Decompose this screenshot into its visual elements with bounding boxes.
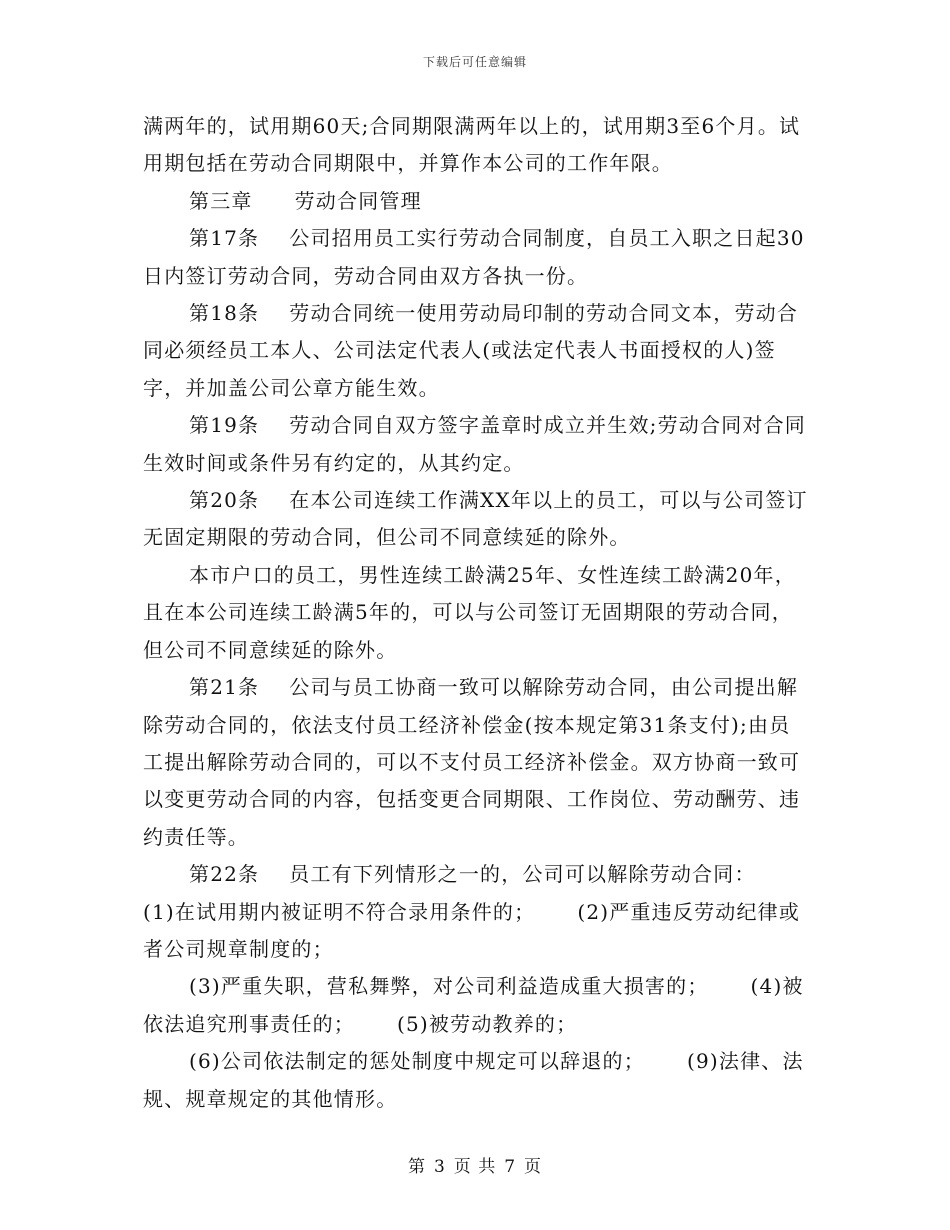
document-body bbox=[143, 108, 811, 1118]
article-18 bbox=[143, 295, 811, 407]
article-text: 公司与员工协商一致可以解除劳动合同，由公司提出解除劳动合同的，依法支付员工经济补偿金(按本规定第31条支付);由员工提出解除劳动合同的，可以不支付员工经济补偿金。双方协商一致可以变更劳动合同的内容，包括变更合同期限、工作岗位、劳动酬劳、违约责任等。 bbox=[143, 675, 801, 849]
list-item: (2)严重违反劳动纪律或者公司规章制度的； bbox=[143, 899, 801, 961]
chapter-title: 劳动合同管理 bbox=[294, 188, 422, 213]
article-text: 劳动合同统一使用劳动局印制的劳动合同文本，劳动合同必须经员工本人、公司法定代表人(或法定代表人书面授权的人)签字，并加盖公司公章方能生效。 bbox=[143, 301, 799, 400]
chapter-label: 第三章 bbox=[189, 188, 253, 213]
article-label: 第22条 bbox=[189, 862, 260, 887]
article-label: 第18条 bbox=[189, 301, 260, 326]
page-header: 下载后可任意编辑 bbox=[422, 55, 527, 69]
total-pages: 7 bbox=[504, 1157, 517, 1177]
article-label: 第20条 bbox=[189, 488, 260, 513]
page-prefix: 第 bbox=[407, 1157, 426, 1177]
list-item: (9)法律、法规、规章规定的其他情形。 bbox=[143, 1049, 804, 1111]
page-mid: 页 共 bbox=[453, 1157, 497, 1177]
list-item: (5)被劳动教养的； bbox=[397, 1011, 578, 1036]
article-label: 第17条 bbox=[189, 226, 260, 251]
list-items-6-9 bbox=[143, 1043, 811, 1118]
paragraph-local-residents: 本市户口的员工，男性连续工龄满25年、女性连续工龄满20年，且在本公司连续工龄满5年的，可以与公司签订无固期限的劳动合同，但公司不同意续延的除外。 bbox=[143, 562, 796, 662]
page-suffix: 页 bbox=[524, 1157, 543, 1177]
list-items-1-2 bbox=[143, 894, 811, 969]
paragraph-probation: 满两年的，试用期60天;合同期限满两年以上的，试用期3至6个月。试用期包括在劳动合同期限中，并算作本公司的工作年限。 bbox=[143, 114, 801, 176]
list-item: (4)被依法追究刑事责任的； bbox=[143, 974, 804, 1036]
list-item: (6)公司依法制定的惩处制度中规定可以辞退的； bbox=[189, 1049, 645, 1074]
article-19 bbox=[143, 407, 811, 482]
list-item: (3)严重失职，营私舞弊，对公司利益造成重大损害的； bbox=[189, 974, 709, 999]
list-item: (1)在试用期内被证明不符合录用条件的； bbox=[143, 899, 536, 924]
page-footer bbox=[0, 1152, 950, 1177]
article-22 bbox=[143, 856, 811, 893]
article-text: 在本公司连续工作满XX年以上的员工，可以与公司签订无固定期限的劳动合同，但公司不同意续延的除外。 bbox=[143, 488, 808, 550]
article-17 bbox=[143, 220, 811, 295]
article-text: 员工有下列情形之一的，公司可以解除劳动合同： bbox=[289, 862, 756, 887]
chapter-heading bbox=[143, 183, 811, 220]
article-21 bbox=[143, 669, 811, 856]
article-text: 公司招用员工实行劳动合同制度，自员工入职之日起30日内签订劳动合同，劳动合同由双方各执一份。 bbox=[143, 226, 805, 288]
current-page: 3 bbox=[433, 1157, 446, 1177]
article-text: 劳动合同自双方签字盖章时成立并生效;劳动合同对合同生效时间或条件另有约定的，从其约定。 bbox=[143, 413, 806, 475]
article-20 bbox=[143, 482, 811, 557]
article-label: 第19条 bbox=[189, 413, 260, 438]
list-items-3-5 bbox=[143, 968, 811, 1043]
article-label: 第21条 bbox=[189, 675, 260, 700]
